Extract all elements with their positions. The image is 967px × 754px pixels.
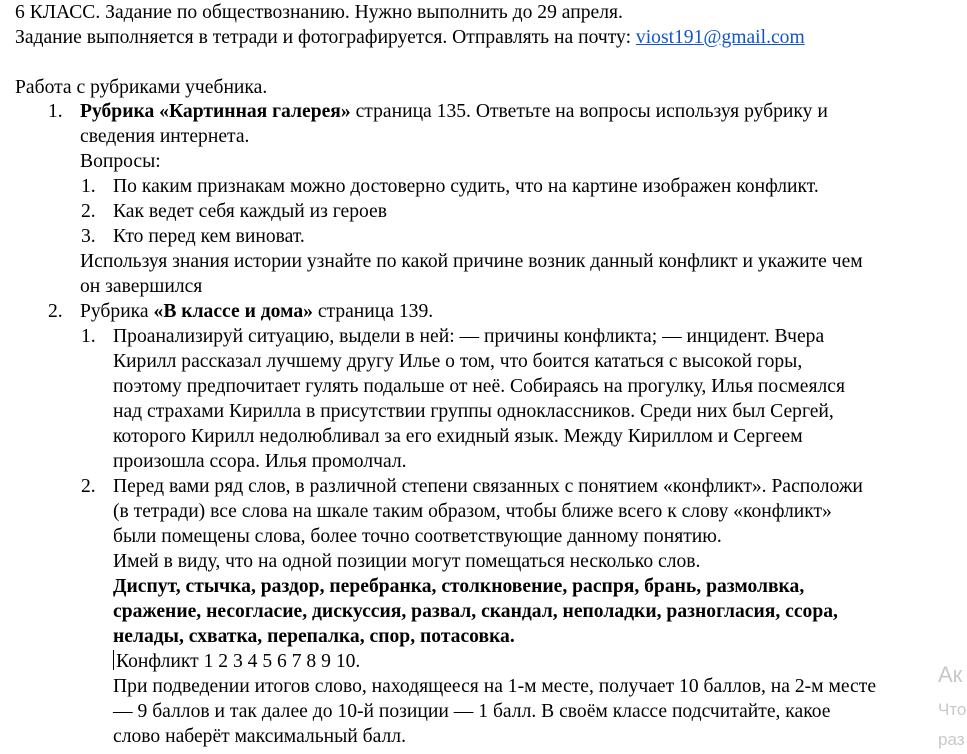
watermark-line-1: Ак <box>938 662 963 687</box>
sub2-line-2: (в тетради) все слова на шкале таким образом, чтобы ближе всего к слову «конфликт» <box>113 501 832 522</box>
question-1-number: 1. <box>81 176 96 197</box>
intro-text: Работа с рубриками учебника. <box>15 77 268 98</box>
text-cursor <box>113 650 114 670</box>
question-3-text: Кто перед кем виноват. <box>113 226 305 247</box>
task1-after-b: он завершился <box>80 276 203 297</box>
task2-heading <box>80 299 433 324</box>
question-2-number: 2. <box>81 201 96 222</box>
word-list-line-3: нелады, схватка, перепалка, спор, потасовка. <box>113 626 515 647</box>
task1-after-a: Используя знания истории узнайте по какой причине возник данный конфликт и укажите чем <box>80 251 863 272</box>
watermark-line-2: Что <box>938 700 967 719</box>
final-line-2: — 9 баллов и так далее до 10-й позиции — 1 балл. В своём классе подсчитайте, какое <box>113 701 831 722</box>
email-link[interactable]: viost191@gmail.com <box>635 27 805 48</box>
task2-number: 2. <box>48 301 63 322</box>
sub1-line-2: Кирилл рассказал лучшему другу Илье о том, что боится кататься с высокой горы, <box>113 351 803 372</box>
sub1-line-1: Проанализируй ситуацию, выдели в ней: — причины конфликта; — инцидент. Вчера <box>113 326 825 347</box>
scale-line[interactable] <box>113 649 360 674</box>
sub2-line-3: были помещены слова, более точно соответствующие данному понятию. <box>113 526 722 547</box>
sub1-line-6: произошла ссора. Илья промолчал. <box>113 451 407 472</box>
final-line-1: При подведении итогов слово, находящееся на 1-м месте, получает 10 баллов, на 2-м месте <box>113 676 877 697</box>
task2-suffix: страница 139. <box>312 301 434 322</box>
header-line-2 <box>15 25 805 50</box>
scale-line-text: Конфликт 1 2 3 4 5 6 7 8 9 10. <box>116 651 361 672</box>
task1-text-b: сведения интернета. <box>80 126 250 147</box>
sub1-number: 1. <box>81 326 96 347</box>
sub1-line-5: которого Кирилл недолюбливал за его ехидный язык. Между Кириллом и Сергеем <box>113 426 803 447</box>
sub1-line-3: поэтому предпочитает гулять подальше от неё. Собираясь на прогулку, Илья посмеялся <box>113 376 845 397</box>
sub2-line-4: Имей в виду, что на одной позиции могут помещаться несколько слов. <box>113 551 701 572</box>
word-list-line-2: сражение, несогласие, дискуссия, развал, скандал, неполадки, разногласия, ссора, <box>113 601 838 622</box>
word-list-line-1: Диспут, стычка, раздор, перебранка, столкновение, распря, брань, размолвка, <box>113 576 805 597</box>
sub2-number: 2. <box>81 476 96 497</box>
question-2-text: Как ведет себя каждый из героев <box>113 201 388 222</box>
header-line-2-text: Задание выполняется в тетради и фотографируется. Отправлять на почту: <box>15 27 636 48</box>
task1-title: Рубрика «Картинная галерея» <box>80 101 351 122</box>
question-3-number: 3. <box>81 226 96 247</box>
task1-heading <box>80 99 828 124</box>
task1-text-a: страница 135. Ответьте на вопросы используя рубрику и <box>350 101 828 122</box>
task2-prefix: Рубрика <box>80 301 154 322</box>
header-line-1: 6 КЛАСС. Задание по обществознанию. Нужно выполнить до 29 апреля. <box>15 2 623 23</box>
watermark-line-3: раз <box>938 730 965 749</box>
sub2-line-1: Перед вами ряд слов, в различной степени связанных с понятием «конфликт». Расположи <box>113 476 863 497</box>
final-line-3: слово наберёт максимальный балл. <box>113 726 406 747</box>
sub1-line-4: над страхами Кирилла в присутствии группы одноклассников. Среди них был Сергей, <box>113 401 834 422</box>
task2-title: «В классе и дома» <box>153 301 313 322</box>
question-1-text: По каким признакам можно достоверно судить, что на картине изображен конфликт. <box>113 176 819 197</box>
task1-number: 1. <box>48 101 63 122</box>
task1-questions-label: Вопросы: <box>80 151 161 172</box>
